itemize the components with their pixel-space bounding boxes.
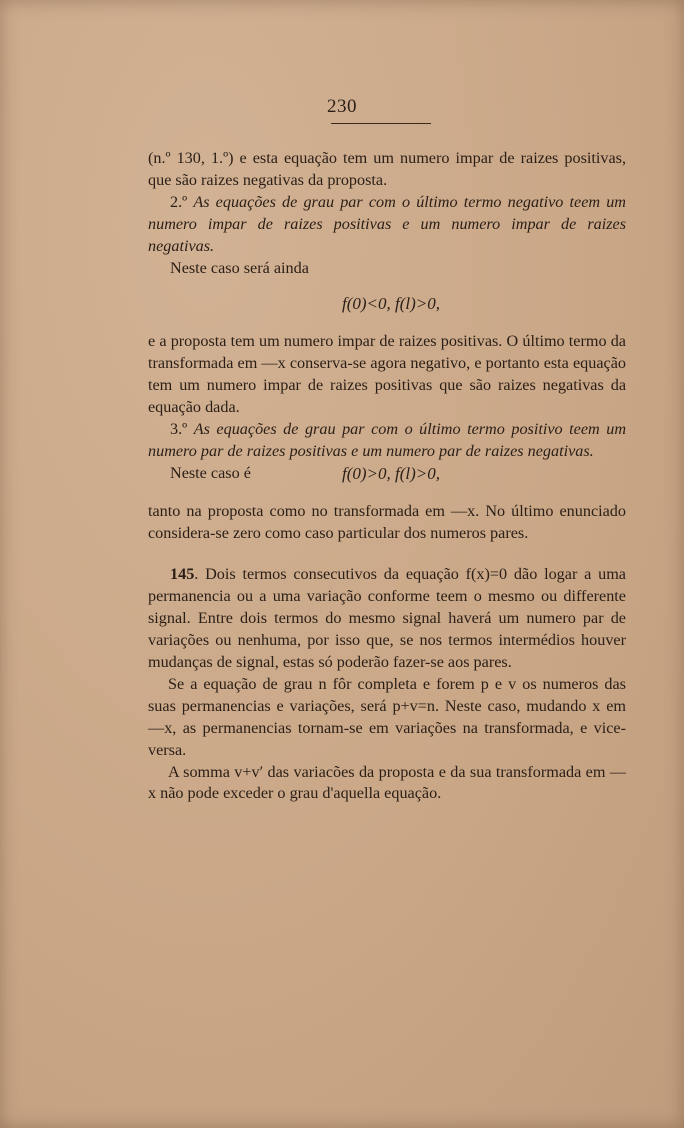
- case-3-intro: Neste caso é: [170, 463, 251, 482]
- case-2-intro: Neste caso será ainda: [170, 258, 309, 277]
- case-3-statement: [148, 419, 626, 463]
- paragraph-continuation: (n.º 130, 1.º) e esta equação tem um numero impar de raizes positivas, que são raizes negativas da proposta.: [148, 149, 626, 189]
- page-number: 230: [327, 96, 357, 117]
- formula-1: f(0)<0, f(l)>0,: [341, 294, 440, 314]
- case-2-italic: As equações de grau par com o último termo negativo teem um numero impar de raizes positivas e um numero impar de raizes negativas.: [148, 192, 627, 255]
- formula-2: f(0)>0, f(l)>0,: [341, 463, 440, 483]
- case-3-number: 3.º: [170, 419, 188, 438]
- header-rule: [331, 123, 431, 124]
- body-text: [148, 148, 626, 805]
- section-145-paragraph-3: A somma v+v′ das variacões da proposta e da sua transformada em —x não pode exceder o grau d'aquella equação.: [148, 762, 626, 803]
- section-145: [148, 564, 626, 674]
- section-145-number: 145: [170, 565, 195, 584]
- case-3-italic: As equações de grau par com o último termo positivo teem um numero par de raizes positivas e um numero par de raizes negativas.: [148, 419, 627, 460]
- section-145-paragraph-2: Se a equação de grau n fôr completa e forem p e v os numeros das suas permanencias e variações, será p+v=n. Neste caso, mudando x em —x, as permanencias tornam-se em variações na transformada, e vice-versa.: [148, 674, 626, 759]
- section-145-text: . Dois termos consecutivos da equação f(x)=0 dão logar a uma permanencia ou a uma variação conforme teem o mesmo ou differente signal. Entre dois termos do mesmo signal haverá um numero par de variações ou nenhuma, por isso que, se nos termos intermédios houver mudanças de signal, estas só poderão fazer-se aos pares.: [148, 565, 626, 672]
- case-2-number: 2.º: [170, 192, 188, 211]
- case-3-explanation: tanto na proposta como no transformada em —x. No último enunciado considera-se zero como caso particular dos numeros pares.: [148, 501, 626, 542]
- section-gap: [148, 544, 626, 564]
- case-2-explanation: e a proposta tem um numero impar de raizes positivas. O último termo da transformada em —x conserva-se agora negativo, e portanto esta equação tem um numero impar de raizes positivas que são raizes negativas da equação dada.: [148, 332, 626, 417]
- case-2-statement: [148, 192, 626, 258]
